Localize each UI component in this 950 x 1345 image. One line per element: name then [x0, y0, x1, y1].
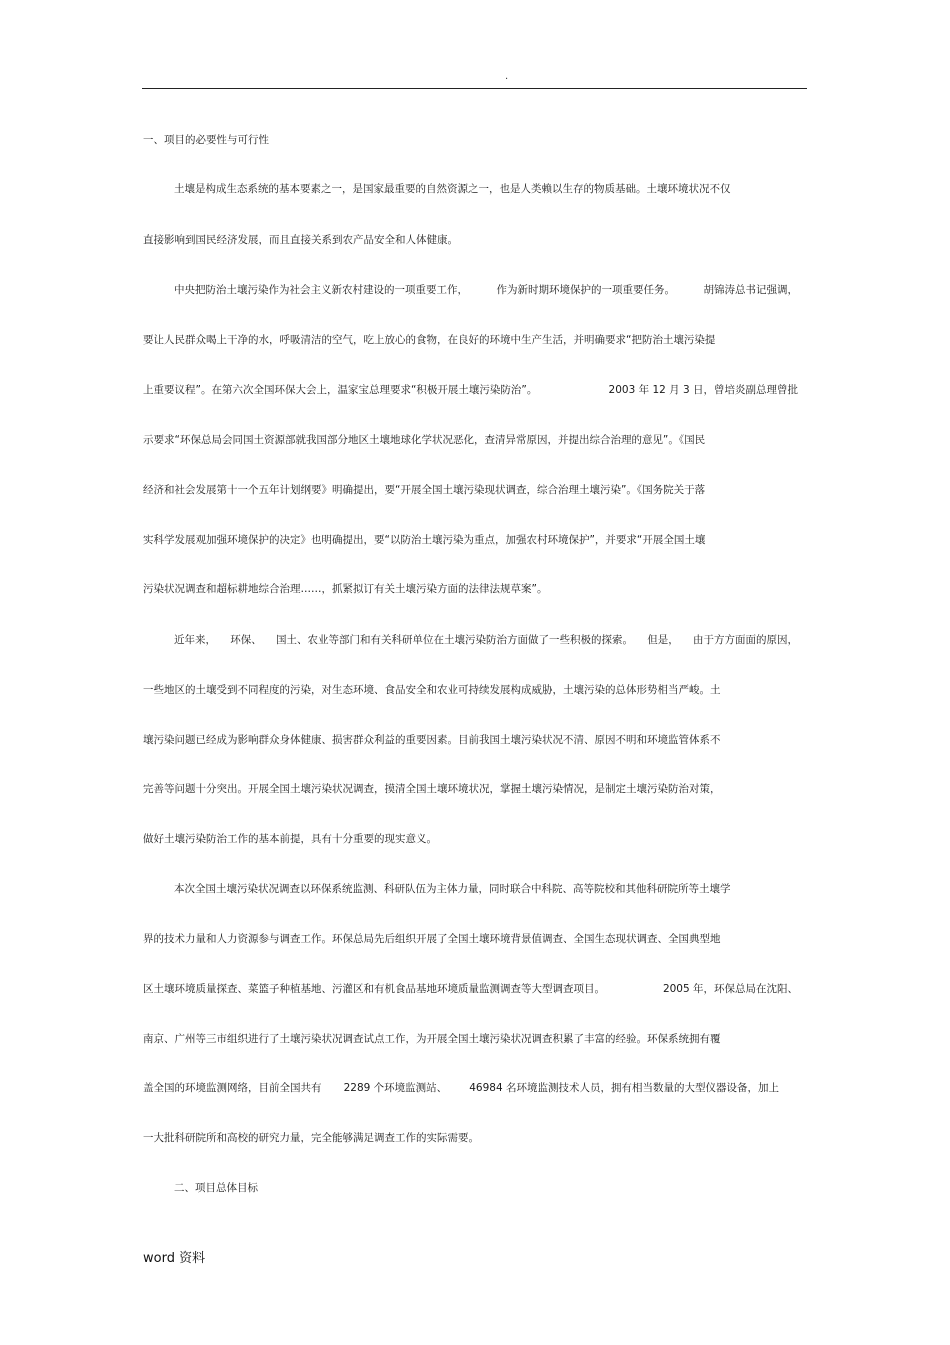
paragraph-2-line-6: 实科学发展观加强环境保护的决定》也明确提出，要“以防治土壤污染为重点，加强农村环境保护”，并要求“开展全国土壤: [143, 534, 706, 546]
paragraph-4-line-6: 一大批科研院所和高校的研究力量，完全能够满足调查工作的实际需要。: [143, 1132, 479, 1144]
paragraph-2-line-2: 要让人民群众喝上干净的水，呼吸清洁的空气，吃上放心的食物，在良好的环境中生产生活，并明确要求“把防治土壤污染提: [143, 334, 716, 346]
text-segment: 胡锦涛总书记强调，: [703, 284, 798, 296]
text-segment: 46984 名环境监测技术人员，拥有相当数量的大型仪器设备，加上: [469, 1082, 779, 1094]
text-segment: 2003 年 12 月 3 日，曾培炎副总理曾批: [608, 384, 798, 396]
text-segment: 环保、: [230, 634, 262, 646]
text-segment: 但是，: [647, 634, 679, 646]
text-segment: 由于方方面面的原因，: [693, 634, 798, 646]
text-segment: 2289 个环境监测站、: [343, 1082, 448, 1094]
paragraph-4-line-2: 界的技术力量和人力资源参与调查工作。环保总局先后组织开展了全国土壤环境背景值调查、全国生态现状调查、全国典型地: [143, 933, 721, 945]
header-rule: [142, 88, 807, 89]
text-segment: 中央把防治土壤污染作为社会主义新农村建设的一项重要工作，: [174, 284, 468, 296]
paragraph-4-line-3: [143, 982, 798, 996]
text-segment: 2005 年，环保总局在沈阳、: [662, 983, 798, 995]
paragraph-4-line-4: 南京、广州等三市组织进行了土壤污染状况调查试点工作，为开展全国土壤污染状况调查积累了丰富的经验。环保系统拥有覆: [143, 1033, 721, 1045]
paragraph-1-line-1: 土壤是构成生态系统的基本要素之一，是国家最重要的自然资源之一，也是人类赖以生存的物质基础。土壤环境状况不仅: [174, 183, 731, 195]
section-heading-2: 二、项目总体目标: [174, 1182, 258, 1194]
paragraph-4-line-5: [143, 1081, 779, 1095]
header-mark: .: [505, 71, 509, 82]
text-segment: 作为新时期环境保护的一项重要任务。: [496, 284, 675, 296]
paragraph-3-line-3: 壤污染问题已经成为影响群众身体健康、损害群众利益的重要因素。目前我国土壤污染状况不清、原因不明和环境监管体系不: [143, 734, 721, 746]
paragraph-2-line-1: [174, 283, 798, 297]
section-heading-1: 一、项目的必要性与可行性: [143, 134, 269, 146]
text-segment: 盖全国的环境监测网络，目前全国共有: [143, 1082, 322, 1094]
text-segment: 区土壤环境质量探查、菜篮子种植基地、污灌区和有机食品基地环境质量监测调查等大型调查项目。: [143, 983, 605, 995]
paragraph-3-line-2: 一些地区的土壤受到不同程度的污染，对生态环境、食品安全和农业可持续发展构成威胁，土壤污染的总体形势相当严峻。土: [143, 684, 721, 696]
paragraph-3-line-1: [174, 633, 798, 647]
paragraph-1-line-2: 直接影响到国民经济发展，而且直接关系到农产品安全和人体健康。: [143, 234, 458, 246]
paragraph-2-line-5: 经济和社会发展第十一个五年计划纲要》明确提出，要“开展全国土壤污染现状调查，综合治理土壤污染”。《国务院关于落: [143, 484, 706, 496]
paragraph-3-line-5: 做好土壤污染防治工作的基本前提，具有十分重要的现实意义。: [143, 833, 437, 845]
footer-label: word 资料: [143, 1251, 206, 1266]
text-segment: 国土、农业等部门和有关科研单位在土壤污染防治方面做了一些积极的探索。: [276, 634, 633, 646]
text-segment: 近年来，: [174, 634, 216, 646]
paragraph-2-line-3: [143, 383, 798, 397]
paragraph-2-line-7: 污染状况调查和超标耕地综合治理……，抓紧拟订有关土壤污染方面的法律法规草案”。: [143, 583, 548, 595]
paragraph-4-line-1: 本次全国土壤污染状况调查以环保系统监测、科研队伍为主体力量，同时联合中科院、高等院校和其他科研院所等土壤学: [174, 883, 731, 895]
paragraph-3-line-4: 完善等问题十分突出。开展全国土壤污染状况调查，摸清全国土壤环境状况，掌握土壤污染情况，是制定土壤污染防治对策，: [143, 783, 721, 795]
text-segment: 上重要议程”。在第六次全国环保大会上，温家宝总理要求“积极开展土壤污染防治”。: [143, 384, 538, 396]
paragraph-2-line-4: 示要求“环保总局会同国土资源部就我国部分地区土壤地球化学状况恶化，查清异常原因，并提出综合治理的意见”。《国民: [143, 434, 706, 446]
